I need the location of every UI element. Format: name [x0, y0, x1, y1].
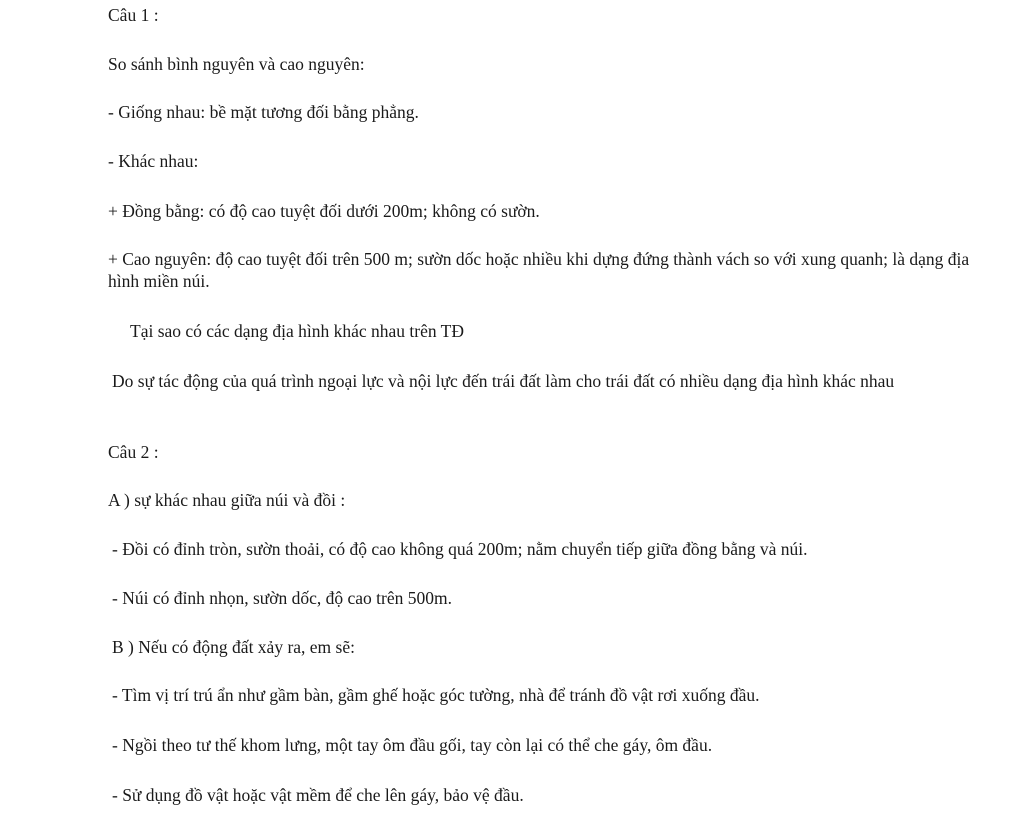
heading-cau-2: Câu 2 : — [108, 442, 159, 462]
paragraph-plains: + Đồng bằng: có độ cao tuyệt đối dưới 200m; không có sườn. — [108, 201, 540, 221]
paragraph-hills: - Đồi có đỉnh tròn, sườn thoải, có độ cao không quá 200m; nằm chuyển tiếp giữa đồng bằng và núi. — [112, 539, 808, 559]
paragraph-mountains: - Núi có đỉnh nhọn, sườn dốc, độ cao trên 500m. — [112, 588, 453, 608]
paragraph-part-b: B ) Nếu có động đất xảy ra, em sẽ: — [112, 637, 355, 657]
paragraph-why-question: Tại sao có các dạng địa hình khác nhau trên TĐ — [130, 321, 464, 341]
paragraph-similarities: - Giống nhau: bề mặt tương đối bằng phẳng. — [108, 102, 419, 122]
paragraph-part-a: A ) sự khác nhau giữa núi và đồi : — [108, 490, 346, 510]
paragraph-why-answer: Do sự tác động của quá trình ngoại lực và nội lực đến trái đất làm cho trái đất có nhiều dạng địa hình khác nhau — [112, 371, 895, 391]
paragraph-plateaus: + Cao nguyên: độ cao tuyệt đối trên 500 m; sườn dốc hoặc nhiều khi dựng đứng thành vách so với xung quanh; là dạng địa hình miền núi. — [108, 249, 970, 291]
heading-cau-1: Câu 1 : — [108, 5, 159, 25]
paragraph-differences: - Khác nhau: — [108, 151, 199, 171]
paragraph-protect-head: - Sử dụng đồ vật hoặc vật mềm để che lên gáy, bảo vệ đầu. — [112, 785, 524, 805]
paragraph-posture: - Ngồi theo tư thế khom lưng, một tay ôm đầu gối, tay còn lại có thể che gáy, ôm đầu. — [112, 735, 713, 755]
paragraph-compare-plains-plateaus: So sánh bình nguyên và cao nguyên: — [108, 54, 365, 74]
paragraph-shelter: - Tìm vị trí trú ẩn như gầm bàn, gầm ghế hoặc góc tường, nhà để tránh đồ vật rơi xuống đầu. — [112, 685, 760, 705]
